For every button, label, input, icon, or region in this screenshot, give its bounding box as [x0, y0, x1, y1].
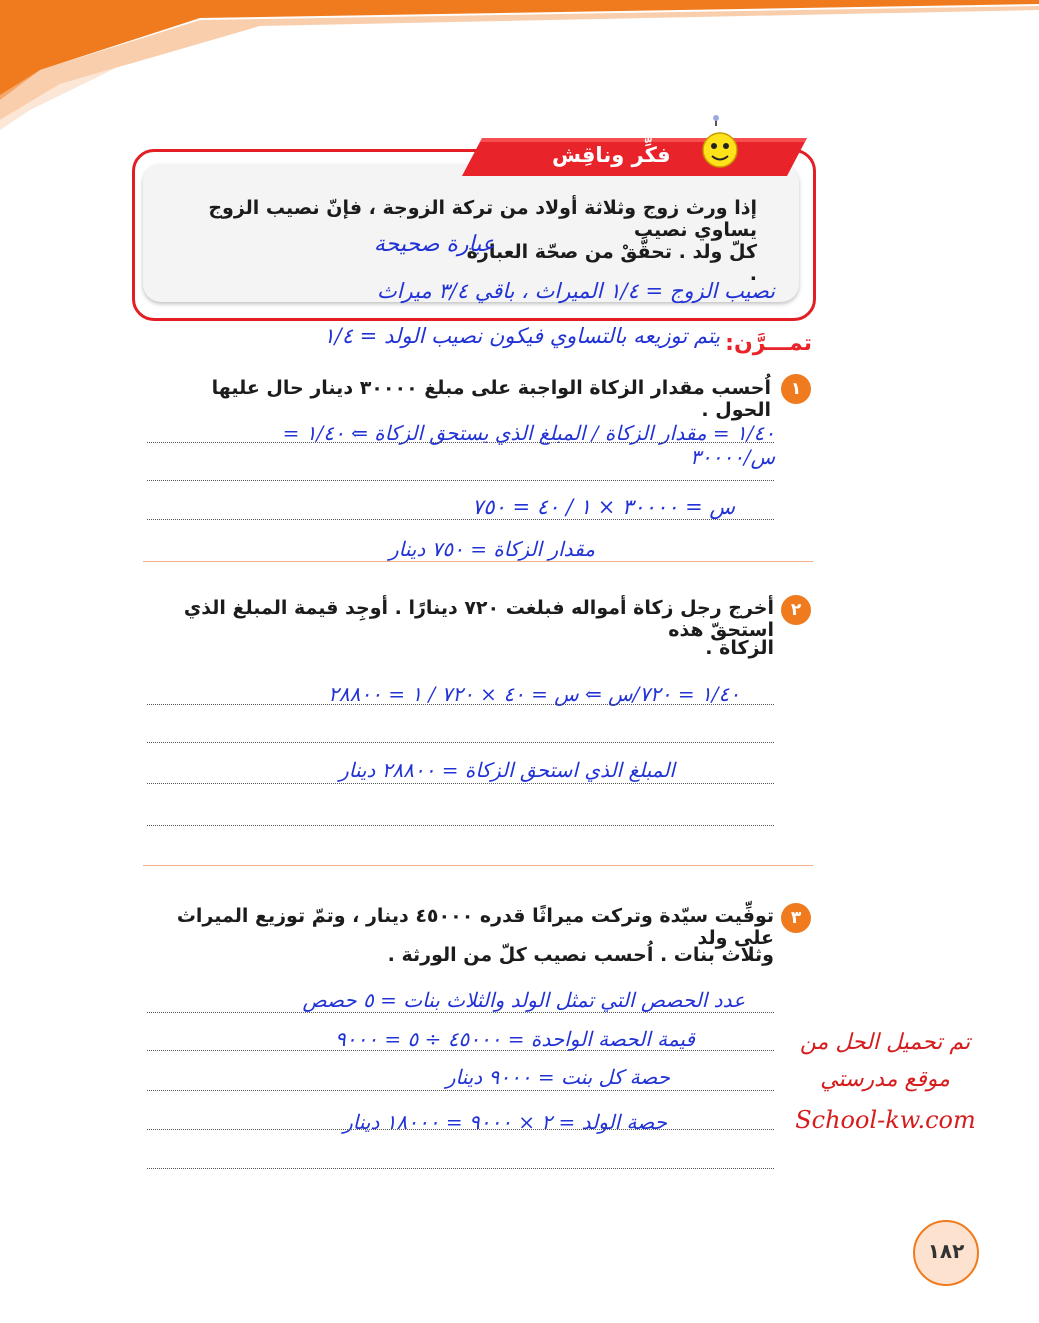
q1-handwritten-line-2: س = ٣٠٠٠٠ × ١ / ٤٠ = ٧٥٠ — [471, 495, 735, 519]
q3-writing-line-5 — [147, 1168, 774, 1169]
q1-writing-line-3 — [147, 519, 774, 520]
q3-writing-line-1 — [147, 1012, 774, 1013]
q2-writing-line-1 — [147, 704, 774, 705]
q1-handwritten-line-3: مقدار الزكاة = ٧٥٠ دينار — [388, 537, 595, 561]
q3-writing-line-2 — [147, 1050, 774, 1051]
exercise-label: تمـــرَّن: — [725, 331, 812, 356]
q2-writing-line-2 — [147, 742, 774, 743]
q2-handwritten-line-1: ١/٤٠ = ٧٢٠/س ⇐ س = ٤٠ × ٧٢٠ / ١ = ٢٨٨٠٠ — [328, 682, 740, 706]
q2-handwritten-line-2: المبلغ الذي استحق الزكاة = ٢٨٨٠٠ دينار — [339, 758, 675, 782]
watermark-line-2: موقع مدرستي — [820, 1067, 950, 1092]
top-decoration — [0, 0, 1039, 130]
banner-title: فكِّر وناقِش — [552, 143, 671, 167]
question-2-line-1: أخرج رجل زكاة أمواله فبلغت ٧٢٠ دينارًا . أوجِد قيمة المبلغ الذي استحقّ هذه — [183, 597, 774, 641]
watermark-line-1: تم تحميل الحل من — [799, 1030, 971, 1055]
separator-1 — [143, 561, 813, 562]
discussion-banner — [462, 132, 807, 176]
watermark-url: School-kw.com — [795, 1106, 976, 1134]
page-number-circle — [913, 1220, 979, 1286]
q1-handwritten-line-1: ١/٤٠ = مقدار الزكاة / المبلغ الذي يستحق الزكاة ⇐ ١/٤٠ = س/٣٠٠٠٠ — [282, 421, 775, 469]
q3-writing-line-4 — [147, 1129, 774, 1130]
thinking-smiley-icon — [690, 114, 750, 172]
handwritten-exercise-note: يتم توزيعه بالتساوي فيكون نصيب الولد = ١/٤ — [323, 324, 720, 348]
question-3-line-1: توفِّيت سيّدة وتركت ميراثًا قدره ٤٥٠٠٠ دينار ، وتمّ توزيع الميراث على ولد — [176, 905, 774, 949]
q2-writing-line-4 — [147, 825, 774, 826]
q1-writing-line-2 — [147, 480, 774, 481]
q3-writing-line-3 — [147, 1090, 774, 1091]
handwritten-discussion-line: نصيب الزوج = ١/٤ الميراث ، باقي ٣/٤ ميراث — [376, 279, 775, 303]
question-3-badge: ٣ — [781, 903, 811, 933]
question-2-line-2: الزكاة . — [705, 637, 774, 659]
q3-handwritten-line-3: حصة كل بنت = ٩٠٠٠ دينار — [445, 1065, 670, 1089]
discussion-line-1: إذا ورث زوج وثلاثة أولاد من تركة الزوجة ، فإنّ نصيب الزوج يساوي نصيب — [208, 197, 757, 241]
q1-writing-line-1 — [147, 442, 774, 443]
q3-handwritten-line-4: حصة الولد = ٢ × ٩٠٠٠ = ١٨٠٠٠ دينار — [343, 1110, 667, 1134]
q3-handwritten-line-2: قيمة الحصة الواحدة = ٤٥٠٠٠ ÷ ٥ = ٩٠٠٠ — [335, 1027, 695, 1051]
question-3-line-2: وثلاث بنات . اُحسب نصيب كلّ من الورثة . — [387, 944, 774, 966]
handwritten-answer-true: عبارة صحيحة — [373, 232, 495, 257]
question-1-text: اُحسب مقدار الزكاة الواجبة على مبلغ ٣٠٠٠٠ دينار حال عليها الحول . — [211, 377, 771, 421]
discussion-line-2: كلّ ولد . تحقَّقْ من صحّة العبارة . — [466, 241, 757, 285]
q3-handwritten-line-1: عدد الحصص التي تمثل الولد والثلاث بنات = ٥ حصص — [302, 988, 745, 1012]
separator-2 — [143, 865, 813, 866]
question-1-badge: ١ — [781, 374, 811, 404]
page-number: ١٨٢ — [927, 1239, 965, 1263]
q2-writing-line-3 — [147, 783, 774, 784]
question-2-badge: ٢ — [781, 595, 811, 625]
